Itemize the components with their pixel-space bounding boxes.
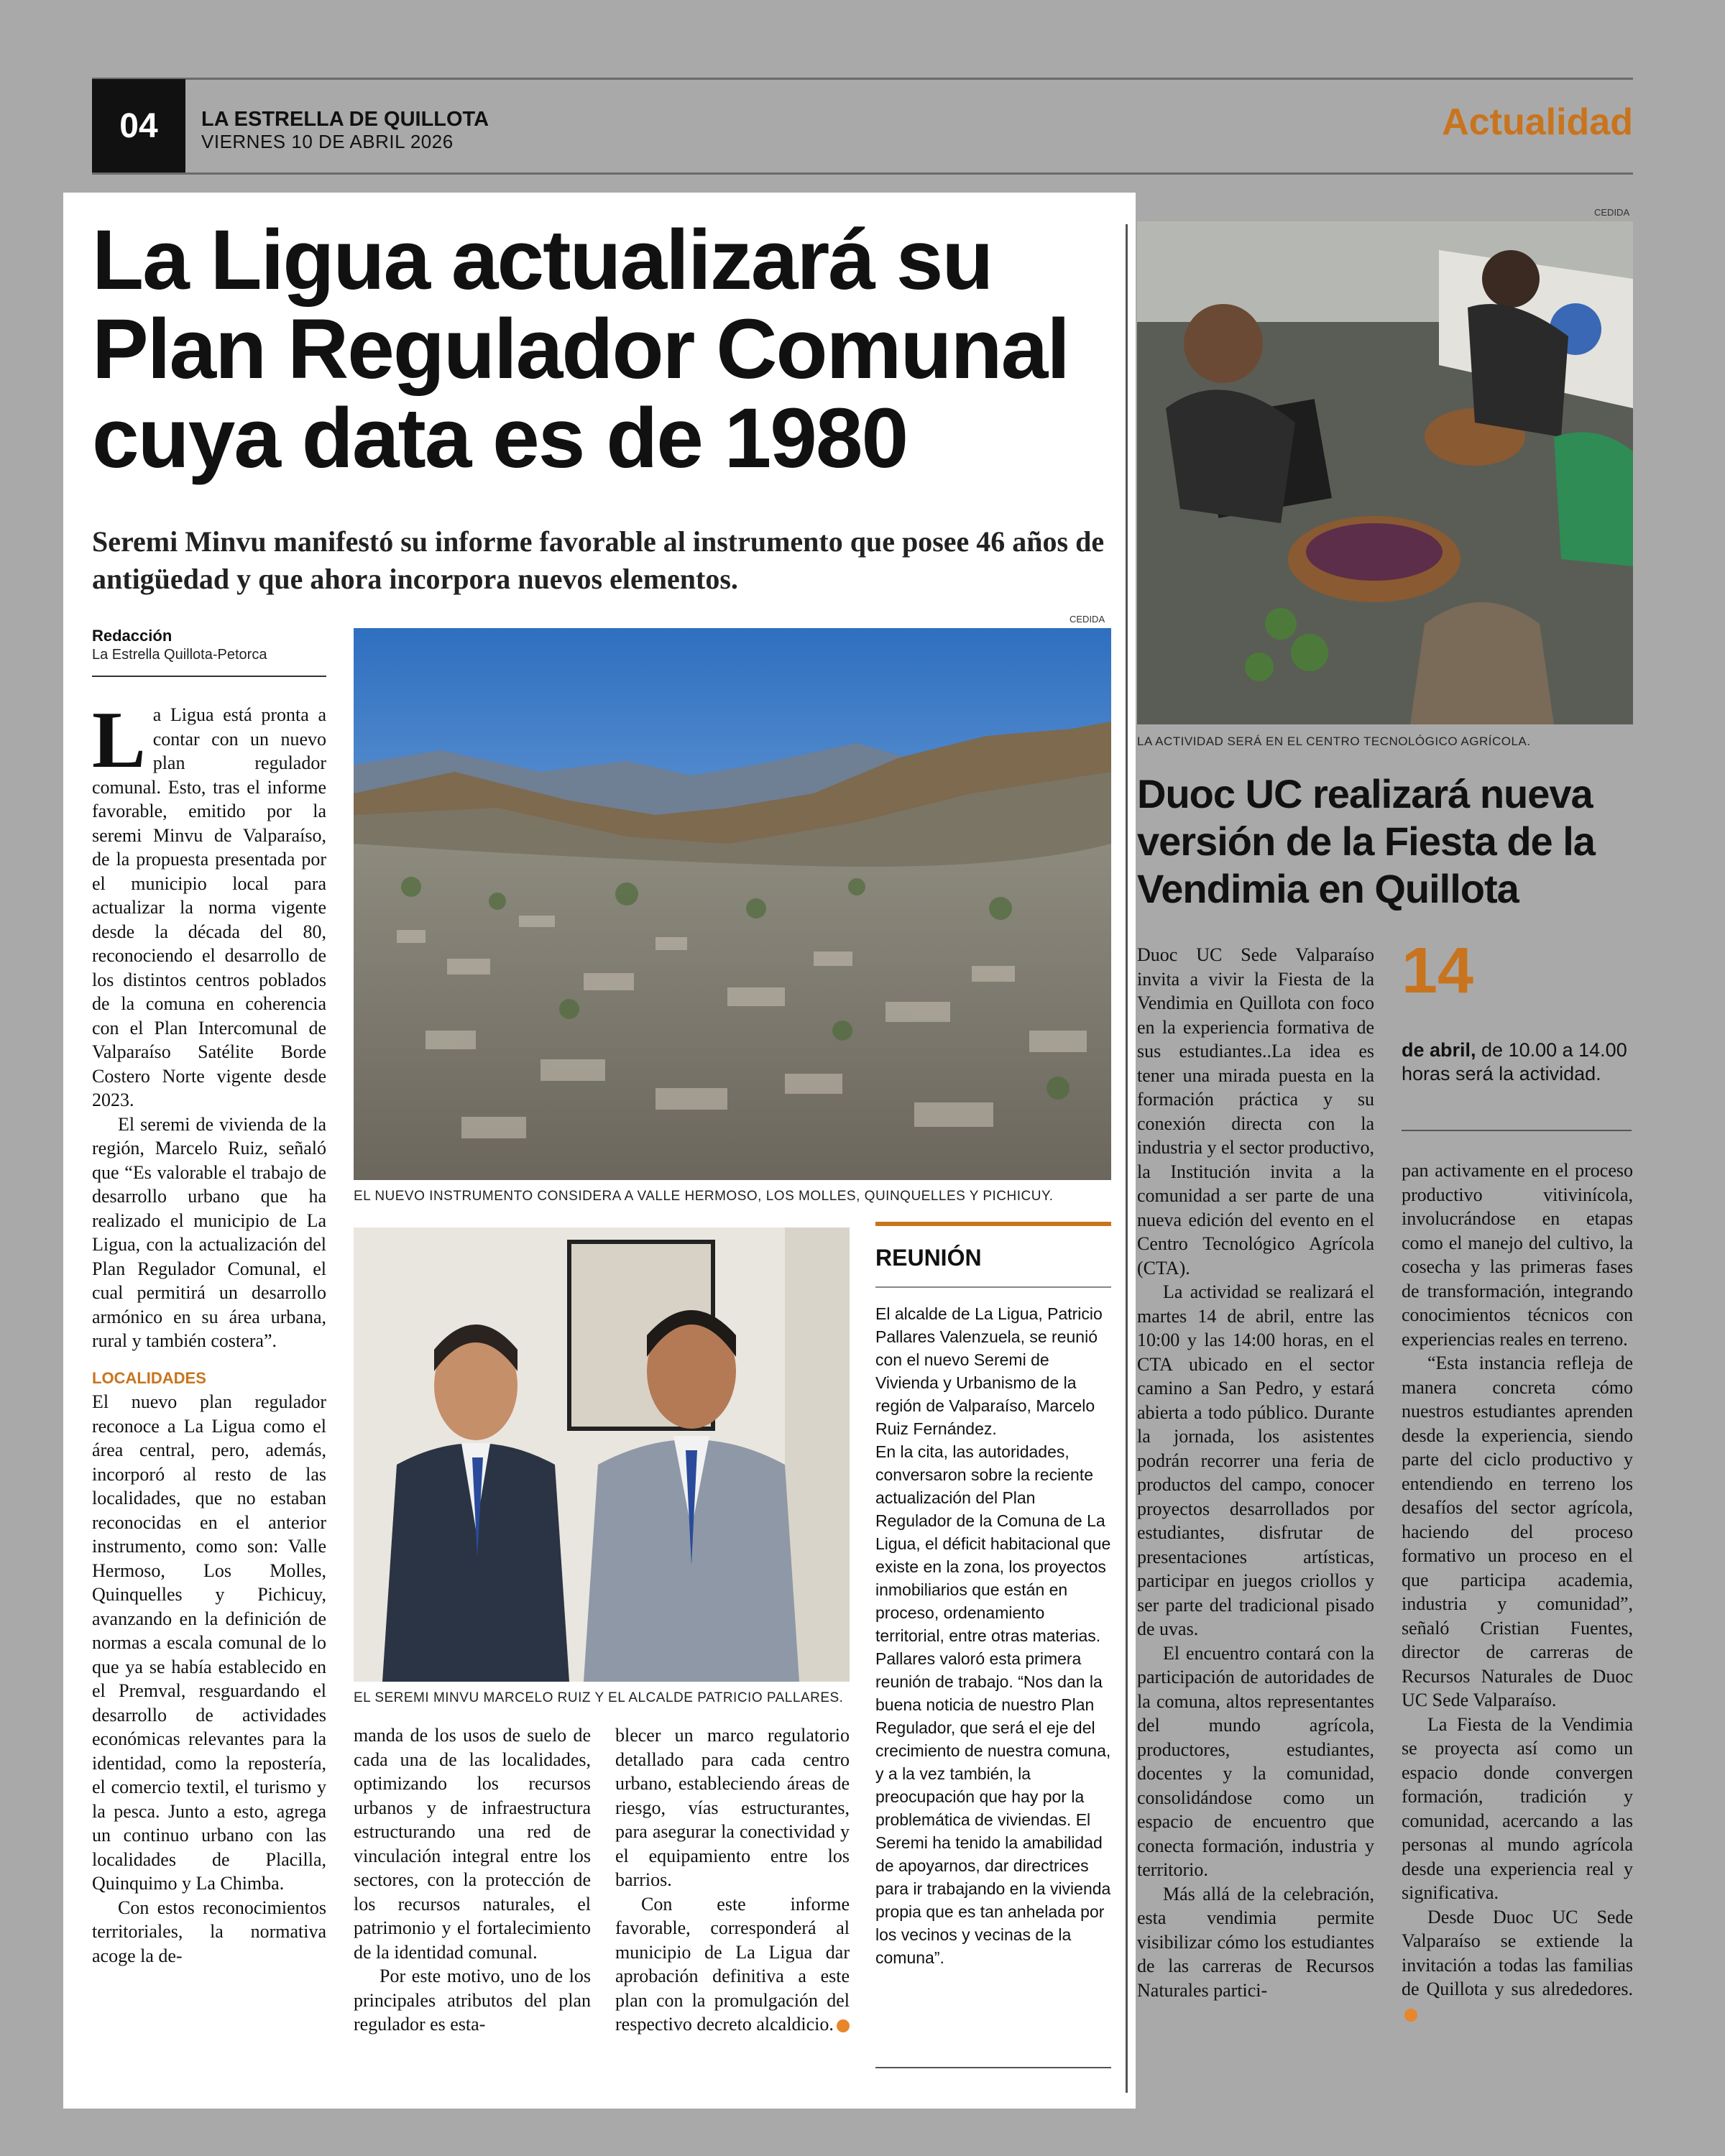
sidebar-title: REUNIÓN [875, 1245, 982, 1271]
byline-role: Redacción [92, 627, 172, 645]
main-paragraph-2: El seremi de vivienda de la región, Marcelo Ruiz, señaló que “Es valorable el trabajo de desarrollo urbano que ha realizado el municipio de La Ligua, con la actualización del Plan Regulador Comunal, el cual permitirá un desarrollo armónico en su área urbana, rural y también costera”. [92, 1113, 326, 1351]
column-separator [1126, 224, 1128, 2093]
second-paragraph-4: Más allá de la celebración, esta vendimia permite visibilizar cómo los estudiantes de las carreras de Recursos Naturales partici- [1137, 1883, 1374, 2001]
photo-credit-vendimia: CEDIDA [1594, 207, 1630, 218]
main-paragraph-5: manda de los usos de suelo de cada una de las localidades, optimizando los recursos urbanos y de infraestructura estructurando una red de vinculación integral entre los sectores, con la protección de los recursos naturales, el patrimonio y el fortalecimiento de la identidad comunal. [354, 1725, 591, 1963]
second-paragraph-6: “Esta instancia refleja de manera concreta cómo nuestros estudiantes aprenden desde la experiencia, siendo parte del ciclo productivo y entendiendo en terreno los desafíos del sector agrícola, haciendo del proceso formativo un proceso en el que participa academia, industria y comunidad”, señaló Cristian Fuentes, director de carreras de Recursos Naturales de Duoc UC Sede Valparaíso. [1402, 1353, 1633, 1710]
second-paragraph-8: Desde Duoc UC Sede Valparaíso se extiende la invitación a todas las familias de Quillota y sus alrededores. [1402, 1906, 1633, 1999]
town-aerial-image [354, 628, 1111, 1180]
main-headline: La Ligua actualizará su Plan Regulador Comunal cuya data es de 1980 [92, 213, 1070, 486]
second-headline: Duoc UC realizará nueva versión de la Fiesta de la Vendimia en Quillota [1137, 771, 1595, 911]
main-paragraph-6: Por este motivo, uno de los principales atributos del plan regulador es esta- [354, 1966, 591, 2035]
main-paragraph-1: a Ligua está pronta a contar con un nuevo plan regulador comunal. Esto, tras el informe favorable, emitido por la seremi Minvu de Valparaíso, de la propuesta presentada por el municipio local para actualizar la norma vigente desde la década del 80, reconociendo el desarrollo de los distintos centros poblados de la comuna en coherencia con el Plan Intercomunal de Valparaíso Satélite Borde Costero Norte vigente desde 2023. [92, 704, 326, 1110]
event-date-bold: de abril, [1402, 1039, 1476, 1061]
main-paragraph-8: Con este informe favorable, corresponderá al municipio de La Ligua dar aprobación definitiva a este plan con la promulgación del respectivo decreto alcaldicio. [615, 1893, 850, 2035]
sidebar-paragraph-3: Pallares valoró esta primera reunión de trabajo. “Nos dan la buena noticia de nuestro Plan Regulador, que será el eje del crecimiento de nuestra comuna, y a la vez también, la preocupación que hay por la problemática de viviendas. El Seremi ha tenido la amabilidad de apoyarnos, dar directrices para ir trabajando en la vivienda propia que es tan anhelada por los vecinos y vecinas de la comuna”. [875, 1649, 1111, 1967]
second-paragraph-1: Duoc UC Sede Valparaíso invita a vivir la Fiesta de la Vendimia en Quillota con foco en la experiencia formativa de sus estudiantes..La idea es tener una mirada puesta en la formación práctica y su conexión directa con la industria y el sector productivo, la Institución invita a la comunidad a ser parte de una nueva edición del evento en el Centro Tecnológico Agrícola (CTA). [1137, 944, 1374, 1279]
issue-date: VIERNES 10 DE ABRIL 2026 [201, 131, 454, 152]
sidebar-body [875, 1302, 1111, 1969]
sidebar-bottom-rule [875, 2067, 1111, 2068]
second-column-right [1402, 1158, 1633, 2025]
end-mark-icon [1404, 2009, 1417, 2022]
caption-vendimia: LA ACTIVIDAD SERÁ EN EL CENTRO TECNOLÓGICO AGRÍCOLA. [1137, 734, 1531, 748]
header-top-rule [92, 78, 1633, 80]
main-paragraph-4: Con estos reconocimientos territoriales, la normativa acoge la de- [92, 1897, 326, 1966]
caption-portrait: EL SEREMI MINVU MARCELO RUIZ Y EL ALCALDE PATRICIO PALLARES. [354, 1690, 844, 1705]
sidebar-paragraph-1: El alcalde de La Ligua, Patricio Pallares Valenzuela, se reunió con el nuevo Seremi de Vivienda y Urbanismo de la región de Valparaíso, Marcelo Ruiz Fernández. [875, 1304, 1103, 1438]
second-paragraph-2: La actividad se realizará el martes 14 de abril, entre las 10:00 y las 14:00 horas, en el CTA ubicado en el sector camino a San Pedro, y estará abierta a todo público. Durante la jornada, los asistentes podrán recorrer una feria de productos del campo, conocer proyectos desarrollados por estudiantes, disfrutar de presentaciones artísticas, participar en juegos criollos y ser parte del tradicional pisado de uvas. [1137, 1281, 1374, 1639]
event-date-rest: de 10.00 a 14.00 horas será la actividad. [1402, 1039, 1627, 1084]
second-paragraph-3: El encuentro contará con la participación de autoridades de la comuna, altos representantes del mundo agrícola, productores, estudiantes, docentes y la comunidad, consolidándose como un espacio de encuentro que conecta formación, industria y territorio. [1137, 1642, 1374, 1880]
second-column-left [1137, 943, 1374, 2002]
main-column-1 [92, 696, 326, 1968]
main-paragraph-7: blecer un marco regulatorio detallado para cada centro urbano, estableciendo áreas de riesgo, vías estructurantes, para asegurar la conectividad y el equipamiento entre los barrios. [615, 1725, 850, 1890]
sidebar-top-rule [875, 1222, 1111, 1226]
second-paragraph-7: La Fiesta de la Vendimia se proyecta así como un espacio donde convergen formación, tradición y comunidad, acercando a las personas al mundo agrícola desde una experiencia real y significativa. [1402, 1713, 1633, 1903]
subhead-localidades: LOCALIDADES [92, 1368, 206, 1387]
main-paragraph-3: El nuevo plan regulador reconoce a La Ligua como el área central, pero, además, incorporó al resto de las localidades, que no estaban reconocidas en el anterior instrumento, como son: Valle Hermoso, Los Molles, Quinquelles y Pichicuy, avanzando en la definición de normas a escala comunal de lo que ya se había establecido en el Premval, resguardando el desarrollo de actividades económicas relevantes para la identidad, como la repostería, el comercio textil, el turismo y la pesca. Junto a esto, agrega un continuo urbano con las localidades de Placilla, Quinquimo y La Chimba. [92, 1391, 326, 1894]
byline-outlet: La Estrella Quillota-Petorca [92, 647, 267, 663]
page-number: 04 [92, 79, 185, 172]
main-column-3 [615, 1723, 850, 2037]
second-paragraph-5: pan activamente en el proceso productivo vitivinícola, involucrándose en etapas como el manejo del cultivo, la cosecha y las primeras fases de transformación, integrando conocimientos técnicos con experiencias reales en terreno. [1402, 1160, 1633, 1350]
sidebar-title-rule [875, 1286, 1111, 1288]
grape-stomping-image [1137, 221, 1633, 724]
event-date-note [1402, 1038, 1639, 1086]
landscape-photo [354, 628, 1111, 1180]
sidebar-paragraph-2: En la cita, las autoridades, conversaron sobre la reciente actualización del Plan Regulador de la Comuna de La Ligua, el déficit habitacional que existe en la zona, los proyectos inmobiliarios que están en proceso, ordenamiento territorial, entre otras materias. [875, 1442, 1111, 1645]
date-note-rule [1402, 1130, 1632, 1131]
end-mark-icon [837, 2019, 850, 2032]
section-title: Actualidad [1442, 101, 1633, 143]
main-deck: Seremi Minvu manifestó su informe favorable al instrumento que posee 46 años de antigüedad y que ahora incorpora nuevos elementos. [92, 525, 1105, 595]
byline-rule [92, 676, 326, 677]
header-bottom-rule [92, 172, 1633, 175]
officials-portrait-image [354, 1227, 850, 1682]
vendimia-photo [1137, 221, 1633, 724]
event-day-number: 14 [1402, 935, 1474, 1007]
portrait-photo [354, 1227, 850, 1682]
main-column-2 [354, 1723, 591, 2037]
caption-landscape: EL NUEVO INSTRUMENTO CONSIDERA A VALLE HERMOSO, LOS MOLLES, QUINQUELLES Y PICHICUY. [354, 1189, 1054, 1204]
paper-name: LA ESTRELLA DE QUILLOTA [201, 108, 489, 131]
dropcap: L [92, 696, 146, 785]
photo-credit-landscape: CEDIDA [1070, 614, 1105, 625]
